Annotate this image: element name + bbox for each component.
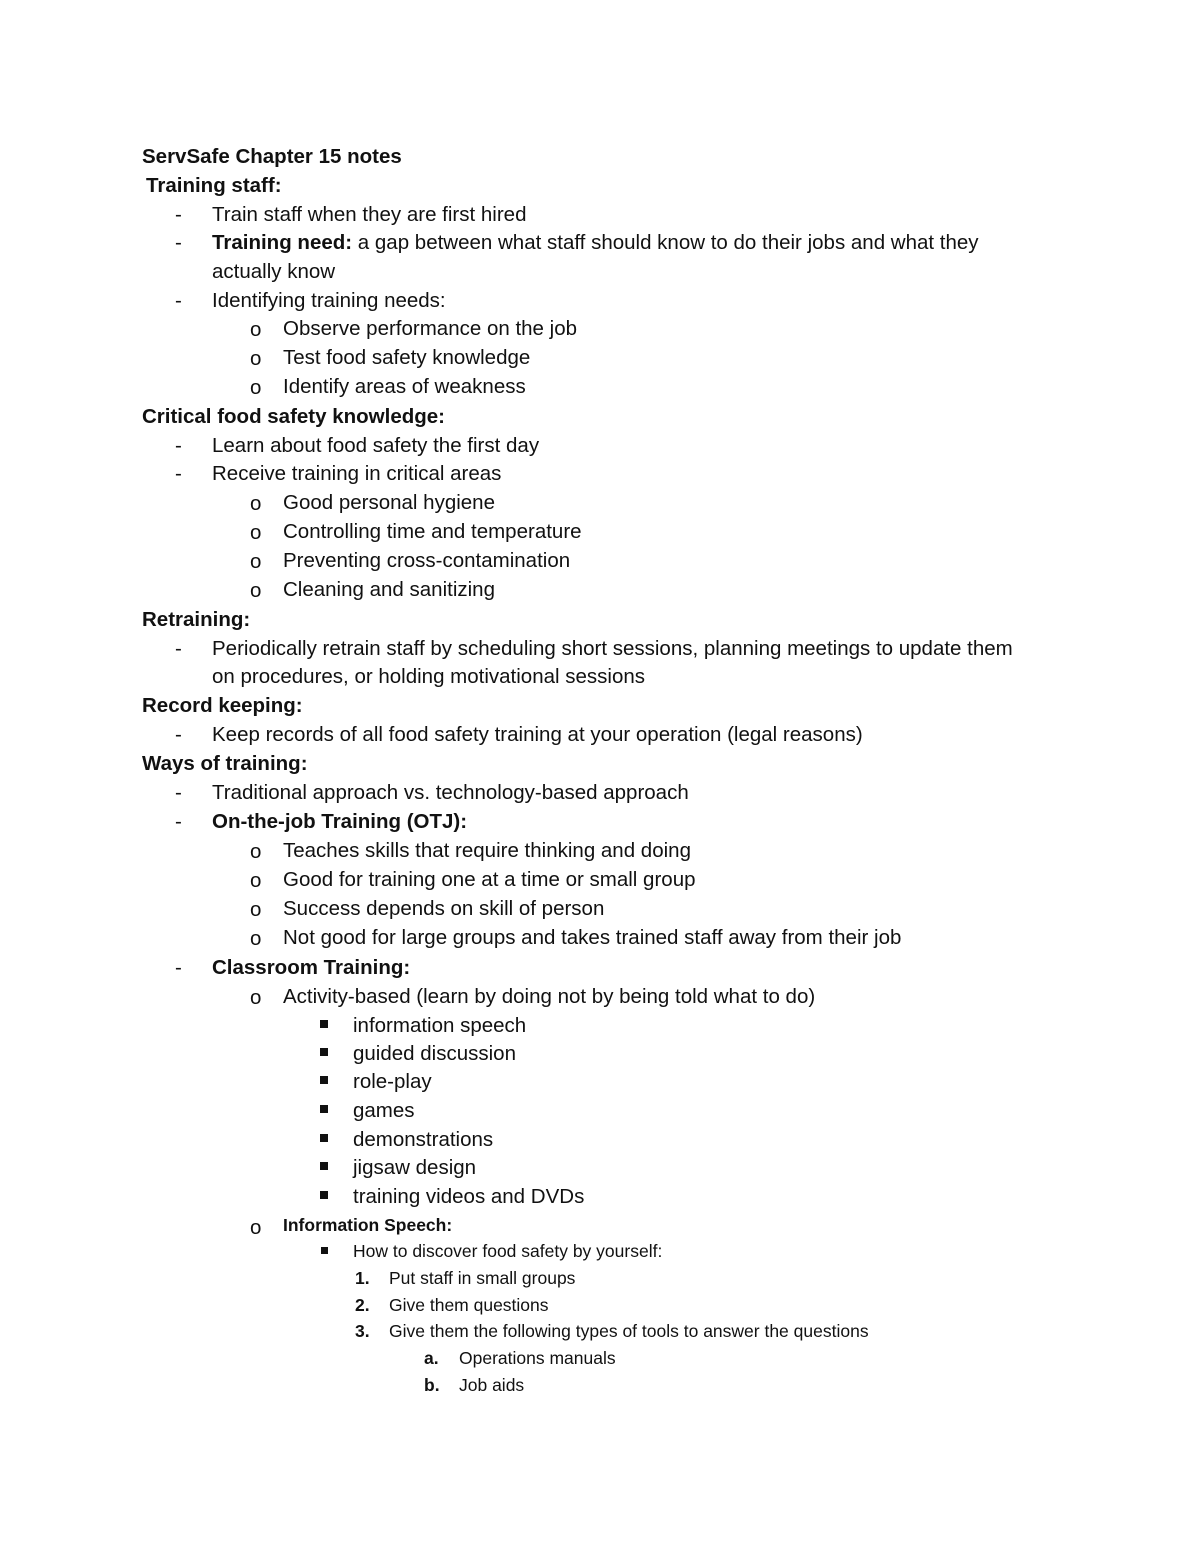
sub-list-item: Not good for large groups and takes trained staff away from their job — [283, 926, 902, 949]
page-title: ServSafe Chapter 15 notes — [142, 145, 402, 168]
tool-letter: b. — [424, 1375, 440, 1395]
sub-list-item: Activity-based (learn by doing not by being told what to do) — [283, 985, 816, 1008]
dash-bullet: - — [175, 203, 182, 226]
dash-bullet: - — [175, 462, 182, 485]
list-item-continuation: on procedures, or holding motivational sessions — [212, 665, 646, 688]
square-bullet — [320, 1076, 328, 1084]
sub-list-item: Controlling time and temperature — [283, 520, 582, 543]
step-text: Give them the following types of tools to answer the questions — [389, 1321, 869, 1341]
dash-bullet: - — [175, 723, 182, 746]
circle-bullet: o — [250, 840, 262, 863]
circle-bullet: o — [250, 898, 262, 921]
dash-bullet: - — [175, 289, 182, 312]
dash-bullet: - — [175, 781, 182, 804]
square-bullet — [320, 1048, 328, 1056]
list-item-continuation: actually know — [212, 260, 336, 283]
circle-bullet: o — [250, 579, 262, 602]
discover-line: How to discover food safety by yourself: — [353, 1241, 663, 1261]
sub-list-item: Test food safety knowledge — [283, 346, 531, 369]
square-bullet — [321, 1247, 328, 1254]
heading-ways-of-training: Ways of training: — [142, 752, 308, 775]
activity-item: games — [353, 1099, 415, 1122]
list-item: Receive training in critical areas — [212, 462, 502, 485]
circle-bullet: o — [250, 927, 262, 950]
list-item: Train staff when they are first hired — [212, 203, 527, 226]
step-text: Put staff in small groups — [389, 1268, 576, 1288]
heading-training-staff: Training staff: — [146, 174, 282, 197]
dash-bullet: - — [175, 231, 182, 254]
list-item: Keep records of all food safety training at your operation (legal reasons) — [212, 723, 863, 746]
circle-bullet: o — [250, 376, 262, 399]
tool-letter: a. — [424, 1348, 439, 1368]
definition-text: a gap between what staff should know to do their jobs and what they — [352, 231, 979, 254]
square-bullet — [320, 1162, 328, 1170]
step-number: 3. — [355, 1321, 370, 1341]
activity-item: jigsaw design — [353, 1156, 477, 1179]
heading-information-speech: Information Speech: — [283, 1215, 453, 1235]
dash-bullet: - — [175, 434, 182, 457]
sub-list-item: Teaches skills that require thinking and doing — [283, 839, 691, 862]
dash-bullet: - — [175, 956, 182, 979]
heading-critical-knowledge: Critical food safety knowledge: — [142, 405, 445, 428]
step-number: 2. — [355, 1295, 370, 1315]
circle-bullet: o — [250, 1216, 262, 1239]
circle-bullet: o — [250, 318, 262, 341]
circle-bullet: o — [250, 550, 262, 573]
square-bullet — [320, 1134, 328, 1142]
list-item: Traditional approach vs. technology-based approach — [212, 781, 689, 804]
sub-list-item: Observe performance on the job — [283, 317, 577, 340]
tool-text: Operations manuals — [459, 1348, 616, 1368]
list-item — [212, 233, 979, 254]
activity-item: role-play — [353, 1070, 432, 1093]
step-text: Give them questions — [389, 1295, 549, 1315]
step-number: 1. — [355, 1268, 370, 1288]
circle-bullet: o — [250, 492, 262, 515]
activity-item: guided discussion — [353, 1042, 516, 1065]
list-item: Periodically retrain staff by scheduling short sessions, planning meetings to update them — [212, 637, 1013, 660]
term-training-need: Training need: — [212, 231, 353, 254]
tool-text: Job aids — [459, 1375, 525, 1395]
sub-list-item: Preventing cross-contamination — [283, 549, 571, 572]
circle-bullet: o — [250, 521, 262, 544]
dash-bullet: - — [175, 810, 182, 833]
activity-item: demonstrations — [353, 1128, 494, 1151]
circle-bullet: o — [250, 347, 262, 370]
heading-ojt: On-the-job Training (OTJ): — [212, 810, 468, 833]
list-item: Learn about food safety the first day — [212, 434, 540, 457]
activity-item: training videos and DVDs — [353, 1185, 585, 1208]
activity-item: information speech — [353, 1014, 527, 1037]
square-bullet — [320, 1020, 328, 1028]
heading-record-keeping: Record keeping: — [142, 694, 303, 717]
sub-list-item: Success depends on skill of person — [283, 897, 605, 920]
dash-bullet: - — [175, 637, 182, 660]
square-bullet — [320, 1191, 328, 1199]
sub-list-item: Good for training one at a time or small group — [283, 868, 696, 891]
sub-list-item: Good personal hygiene — [283, 491, 495, 514]
circle-bullet: o — [250, 986, 262, 1009]
list-item: Identifying training needs: — [212, 289, 446, 312]
square-bullet — [320, 1105, 328, 1113]
circle-bullet: o — [250, 869, 262, 892]
heading-classroom-training: Classroom Training: — [212, 956, 411, 979]
sub-list-item: Cleaning and sanitizing — [283, 578, 495, 601]
sub-list-item: Identify areas of weakness — [283, 375, 526, 398]
heading-retraining: Retraining: — [142, 608, 251, 631]
